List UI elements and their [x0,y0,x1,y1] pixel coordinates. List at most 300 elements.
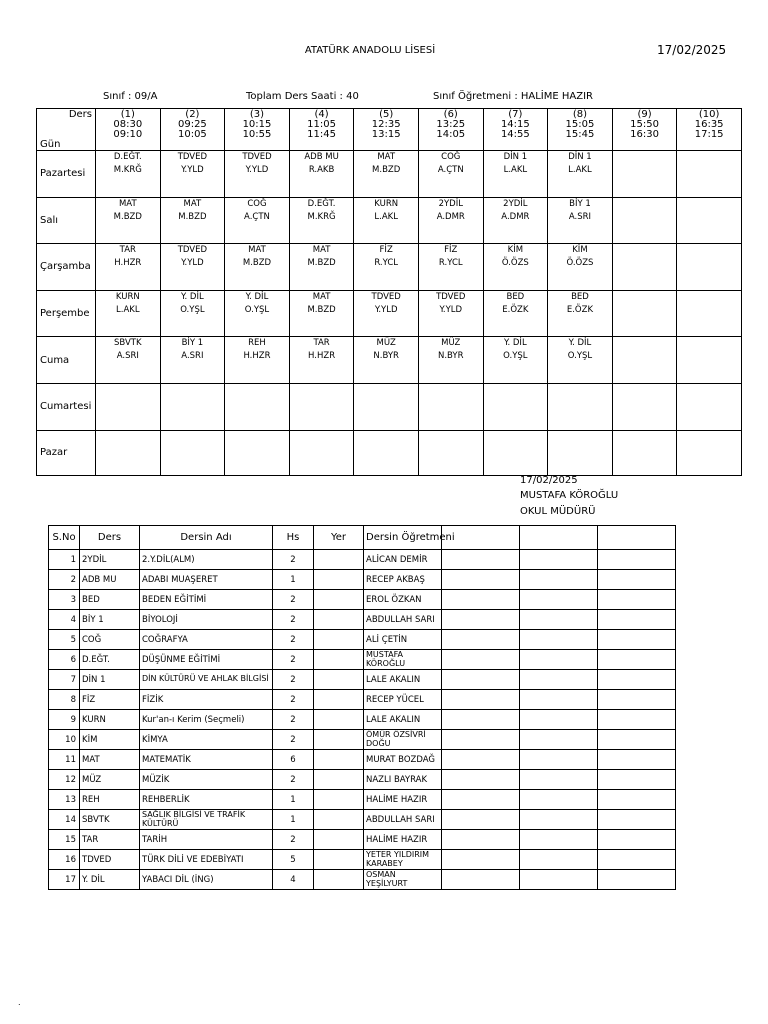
row-place [314,670,364,690]
period-end: 15:45 [565,129,595,140]
row-hours: 1 [273,790,314,810]
row-lesson-name: TÜRK DİLİ VE EDEBİYATI [140,850,273,870]
lesson-code [354,384,418,398]
row-teacher: ABDULLAH SARI [364,610,442,630]
lesson-code [613,431,677,445]
lesson-cell [483,151,548,198]
empty-cell [442,670,520,690]
row-code: SBVTK [80,810,140,830]
lesson-cell [96,197,161,244]
lesson-code: TDVED [371,291,401,302]
lesson-cell [225,244,290,291]
total-hours-label: Toplam Ders Saati : 40 [246,91,359,102]
empty-cell [442,770,520,790]
row-teacher: LALE AKALIN [364,670,442,690]
period-end: 10:55 [242,129,272,140]
row-sno: 1 [49,550,80,570]
period-end: 10:05 [177,129,207,140]
empty-cell [442,610,520,630]
lesson-code [96,384,160,398]
lesson-code: MÜZ [376,338,396,349]
row-sno: 5 [49,630,80,650]
row-hours: 2 [273,630,314,650]
row-hours: 2 [273,550,314,570]
lesson-teacher: R.YCL [374,258,399,269]
period-num: (10) [698,109,720,120]
lesson-cell [612,383,677,430]
lesson-code: D.EĞT. [113,152,142,162]
lesson-code [677,431,741,445]
lesson-cell [160,197,225,244]
schedule-header-row [37,109,742,151]
lesson-code: ADB MU [304,152,339,162]
row-code: BİY 1 [80,610,140,630]
lesson-teacher: E.ÖZK [566,304,594,315]
lesson-teacher: L.AKL [503,165,528,175]
lesson-cell [96,151,161,198]
empty-cell [520,810,598,830]
row-place [314,870,364,890]
lesson-code: MAT [183,198,202,209]
lesson-teacher: A.DMR [501,211,530,222]
lesson-code: KİM [507,245,524,256]
row-sno: 14 [49,810,80,830]
lesson-teacher: L.AKL [568,165,592,175]
row-sno: 2 [49,570,80,590]
lesson-teacher: A.SRI [181,351,204,362]
period-header [289,109,354,151]
lesson-code [677,198,741,212]
lesson-cell [418,430,483,475]
header-date: 17/02/2025 [657,43,727,57]
row-lesson-name: MÜZİK [140,770,273,790]
lesson-code: MAT [248,245,266,256]
row-teacher: EROL ÖZKAN [364,590,442,610]
empty-cell [598,790,676,810]
lesson-teacher: H.HZR [114,258,142,269]
row-code: MÜZ [80,770,140,790]
lesson-cell [677,383,742,430]
lesson-cell [289,430,354,475]
lesson-cell [483,383,548,430]
empty-cell [442,630,520,650]
empty-cell [442,590,520,610]
empty-cell [598,830,676,850]
lesson-teacher: N.BYR [438,351,464,362]
principal-name: MUSTAFA KÖROĞLU [520,490,619,501]
row-teacher: HALİME HAZIR [364,790,442,810]
footer-mark: . [18,998,21,1007]
lesson-code: MAT [377,152,396,162]
row-code: ADB MU [80,570,140,590]
period-header [96,109,161,151]
class-teacher-label: Sınıf Öğretmeni : HALİME HAZIR [433,91,593,102]
schedule-day-row [37,244,742,291]
lesson-teacher: M.BZD [242,258,272,269]
lesson-code [290,384,354,398]
lesson-cell [354,244,419,291]
row-place [314,570,364,590]
empty-cell [442,750,520,770]
lesson-cell [483,337,548,384]
corner-ders-label: Ders [68,109,92,120]
lesson-code: BED [571,291,589,302]
lesson-cell [548,197,613,244]
lesson-code: KURN [115,291,140,302]
lesson-code [613,291,677,305]
row-place [314,630,364,650]
empty-cell [520,550,598,570]
period-num: (5) [379,109,394,120]
period-header [418,109,483,151]
row-sno: 8 [49,690,80,710]
lesson-teacher: O.YŞL [567,351,593,362]
row-code: Y. DİL [80,870,140,890]
lesson-teacher: M.KRĞ [307,211,336,222]
lesson-code [419,384,483,398]
row-lesson-name: COĞRAFYA [140,630,273,650]
empty-cell [598,770,676,790]
period-end: 17:15 [694,129,724,140]
lesson-cell [225,430,290,475]
lesson-teacher: Y.YLD [181,258,204,269]
schedule-day-row [37,290,742,337]
corner-gun-label: Gün [40,139,61,150]
lesson-code [484,431,548,445]
lesson-cell [418,151,483,198]
lesson-code: MAT [312,245,331,256]
row-sno: 16 [49,850,80,870]
empty-cell [598,870,676,890]
period-start: 08:30 [113,119,143,130]
lesson-cell [483,290,548,337]
period-end: 09:10 [113,129,143,140]
empty-cell [598,550,676,570]
lesson-cell [677,151,742,198]
row-lesson-name: FİZİK [140,690,273,710]
lesson-cell [96,290,161,337]
empty-cell [520,750,598,770]
lesson-cell [612,197,677,244]
row-lesson-name: ADABI MUAŞERET [140,570,273,590]
period-num: (9) [637,109,652,120]
lesson-cell [225,151,290,198]
row-hours: 2 [273,670,314,690]
row-place [314,650,364,670]
lesson-cell [354,290,419,337]
lesson-code: Y. DİL [245,291,269,302]
row-sno: 3 [49,590,80,610]
lesson-code: FİZ [379,245,393,256]
header-name: Dersin Adı [140,526,273,550]
row-lesson-name: BEDEN EĞİTİMİ [140,590,273,610]
lesson-cell [160,337,225,384]
lesson-cell [483,197,548,244]
header-sno: S.No [49,526,80,550]
lesson-cell [612,337,677,384]
row-hours: 2 [273,610,314,630]
lesson-code: COĞ [247,198,267,209]
header-teacher: Dersin Öğretmeni [364,526,442,550]
row-lesson-name: MATEMATİK [140,750,273,770]
lesson-teacher: L.AKL [374,211,398,222]
period-start: 11:05 [307,119,336,130]
empty-cell [520,650,598,670]
lesson-code: D.EĞT. [307,198,336,209]
header-hours: Hs [273,526,314,550]
lesson-code: TDVED [177,152,208,162]
row-teacher: YETER YILDIRIM KARABEY [364,850,442,870]
row-hours: 1 [273,570,314,590]
principal-title: OKUL MÜDÜRÜ [520,506,596,517]
row-teacher: RECEP YÜCEL [364,690,442,710]
row-teacher: NAZLI BAYRAK [364,770,442,790]
empty-cell [520,690,598,710]
lesson-code [484,384,548,398]
lesson-teacher: R.YCL [438,258,463,269]
lesson-cell [677,244,742,291]
lesson-teacher: A.SRI [568,211,592,222]
row-hours: 5 [273,850,314,870]
lesson-code: FİZ [444,245,458,256]
lesson-teacher: Y.YLD [181,165,204,175]
lesson-code: TDVED [242,152,272,162]
lesson-cell [289,337,354,384]
row-hours: 4 [273,870,314,890]
empty-cell [442,570,520,590]
lesson-cell [96,244,161,291]
empty-header-cell [520,526,598,550]
empty-cell [442,850,520,870]
empty-cell [598,670,676,690]
lesson-teacher: Ö.ÖZS [566,258,594,269]
row-lesson-name: DİN KÜLTÜRÜ VE AHLAK BİLGİSİ [140,670,273,690]
row-code: D.EĞT. [80,650,140,670]
lesson-row [49,650,676,670]
lesson-teacher: N.BYR [373,351,399,362]
lesson-code [677,151,741,165]
lesson-cell [225,197,290,244]
row-lesson-name: YABACI DİL (İNG) [140,870,273,890]
lesson-code [96,431,160,445]
row-place [314,710,364,730]
lesson-cell [289,151,354,198]
day-name: Cuma [37,337,96,384]
lesson-cell [418,197,483,244]
lesson-cell [483,430,548,475]
lesson-cell [677,430,742,475]
lesson-row [49,810,676,830]
row-code: KURN [80,710,140,730]
weekly-schedule-table [36,108,742,476]
lesson-teacher: M.BZD [178,211,207,222]
lesson-code [548,431,612,445]
lesson-teacher: O.YŞL [180,304,205,315]
schedule-day-row [37,383,742,430]
lesson-cell [289,197,354,244]
period-end: 14:55 [500,129,530,140]
row-code: COĞ [80,630,140,650]
lesson-code [677,384,741,398]
row-hours: 2 [273,690,314,710]
row-hours: 1 [273,810,314,830]
lesson-row [49,610,676,630]
row-teacher: RECEP AKBAŞ [364,570,442,590]
row-hours: 2 [273,730,314,750]
lesson-teacher: E.ÖZK [502,304,529,315]
row-place [314,850,364,870]
lesson-code: MÜZ [441,338,461,349]
row-place [314,770,364,790]
lesson-code: KİM [572,245,588,256]
row-code: TAR [80,830,140,850]
lesson-teacher: Y.YLD [374,304,398,315]
empty-cell [520,570,598,590]
empty-cell [442,650,520,670]
row-place [314,590,364,610]
lesson-teacher: O.YŞL [503,351,528,362]
lesson-cell [418,337,483,384]
lesson-code [354,431,418,445]
period-end: 13:15 [371,129,401,140]
lesson-teacher: A.DMR [436,211,465,222]
period-num: (1) [120,109,135,120]
lesson-row [49,550,676,570]
row-teacher: OSMAN YEŞİLYURT [364,870,442,890]
empty-cell [520,830,598,850]
row-hours: 6 [273,750,314,770]
day-name: Pazartesi [37,151,96,198]
lesson-teacher: A.ÇTN [437,165,464,175]
empty-cell [520,850,598,870]
lesson-cell [548,290,613,337]
empty-cell [442,550,520,570]
lesson-code: Y. DİL [568,338,592,349]
period-start: 09:25 [177,119,207,130]
period-start: 16:35 [694,119,724,130]
lesson-cell [612,151,677,198]
lesson-teacher: M.BZD [307,304,336,315]
lesson-teacher: A.SRI [116,351,139,362]
lesson-code: COĞ [441,152,461,162]
lesson-cell [354,197,419,244]
lesson-code: REH [248,338,266,349]
lesson-cell [483,244,548,291]
lesson-cell [160,383,225,430]
empty-cell [598,850,676,870]
lesson-cell [418,290,483,337]
row-sno: 6 [49,650,80,670]
period-start: 12:35 [371,119,401,130]
period-num: (7) [508,109,523,120]
period-start: 10:15 [242,119,272,130]
empty-cell [520,790,598,810]
lesson-teacher: H.HZR [243,351,271,362]
row-lesson-name: DÜŞÜNME EĞİTİMİ [140,650,273,670]
period-start: 14:15 [500,119,530,130]
period-start: 15:05 [565,119,595,130]
empty-cell [598,810,676,830]
row-lesson-name: TARİH [140,830,273,850]
lesson-teacher: A.ÇTN [244,211,270,222]
lesson-code: KURN [374,198,399,209]
lesson-cell [612,244,677,291]
row-teacher: LALE AKALIN [364,710,442,730]
row-sno: 4 [49,610,80,630]
lesson-row [49,590,676,610]
day-name: Pazar [37,430,96,475]
period-header [483,109,548,151]
day-name: Salı [37,197,96,244]
empty-cell [598,750,676,770]
empty-cell [520,870,598,890]
lesson-code: BİY 1 [181,338,204,349]
lesson-row [49,710,676,730]
lesson-cell [96,383,161,430]
lessons-header-row [49,526,676,550]
period-num: (4) [314,109,329,120]
period-num: (3) [249,109,265,120]
empty-cell [442,810,520,830]
lesson-row [49,790,676,810]
period-num: (8) [572,109,588,120]
empty-header-cell [598,526,676,550]
lesson-code [677,244,741,258]
lesson-row [49,570,676,590]
lesson-code [613,384,677,398]
lesson-code: MAT [118,198,137,209]
lesson-row [49,750,676,770]
lesson-code [225,431,289,445]
lesson-row [49,770,676,790]
lesson-code [548,384,612,398]
row-hours: 2 [273,710,314,730]
lesson-teacher: O.YŞL [244,304,270,315]
period-header [160,109,225,151]
row-sno: 13 [49,790,80,810]
lesson-code: BED [506,291,525,302]
lesson-cell [96,337,161,384]
lesson-cell [548,244,613,291]
lesson-teacher: M.BZD [307,258,336,269]
lessons-table [48,525,676,890]
row-teacher: ALİ ÇETİN [364,630,442,650]
lesson-cell [225,290,290,337]
empty-cell [520,770,598,790]
lesson-code: Y. DİL [181,291,204,302]
row-sno: 12 [49,770,80,790]
lesson-code: TAR [119,245,136,256]
lesson-cell [96,430,161,475]
lesson-row [49,870,676,890]
row-lesson-name: BİYOLOJİ [140,610,273,630]
empty-cell [598,610,676,630]
row-sno: 10 [49,730,80,750]
lesson-code: DİN 1 [503,152,528,162]
row-place [314,830,364,850]
empty-cell [598,630,676,650]
lesson-cell [548,151,613,198]
row-teacher: ÖMÜR ÖZSİVRİ DOĞU [364,730,442,750]
empty-cell [520,710,598,730]
lesson-code [613,151,677,165]
signature-date: 17/02/2025 [520,475,578,486]
lesson-row [49,670,676,690]
lesson-code [290,431,354,445]
row-place [314,750,364,770]
row-code: TDVED [80,850,140,870]
lesson-cell [612,430,677,475]
